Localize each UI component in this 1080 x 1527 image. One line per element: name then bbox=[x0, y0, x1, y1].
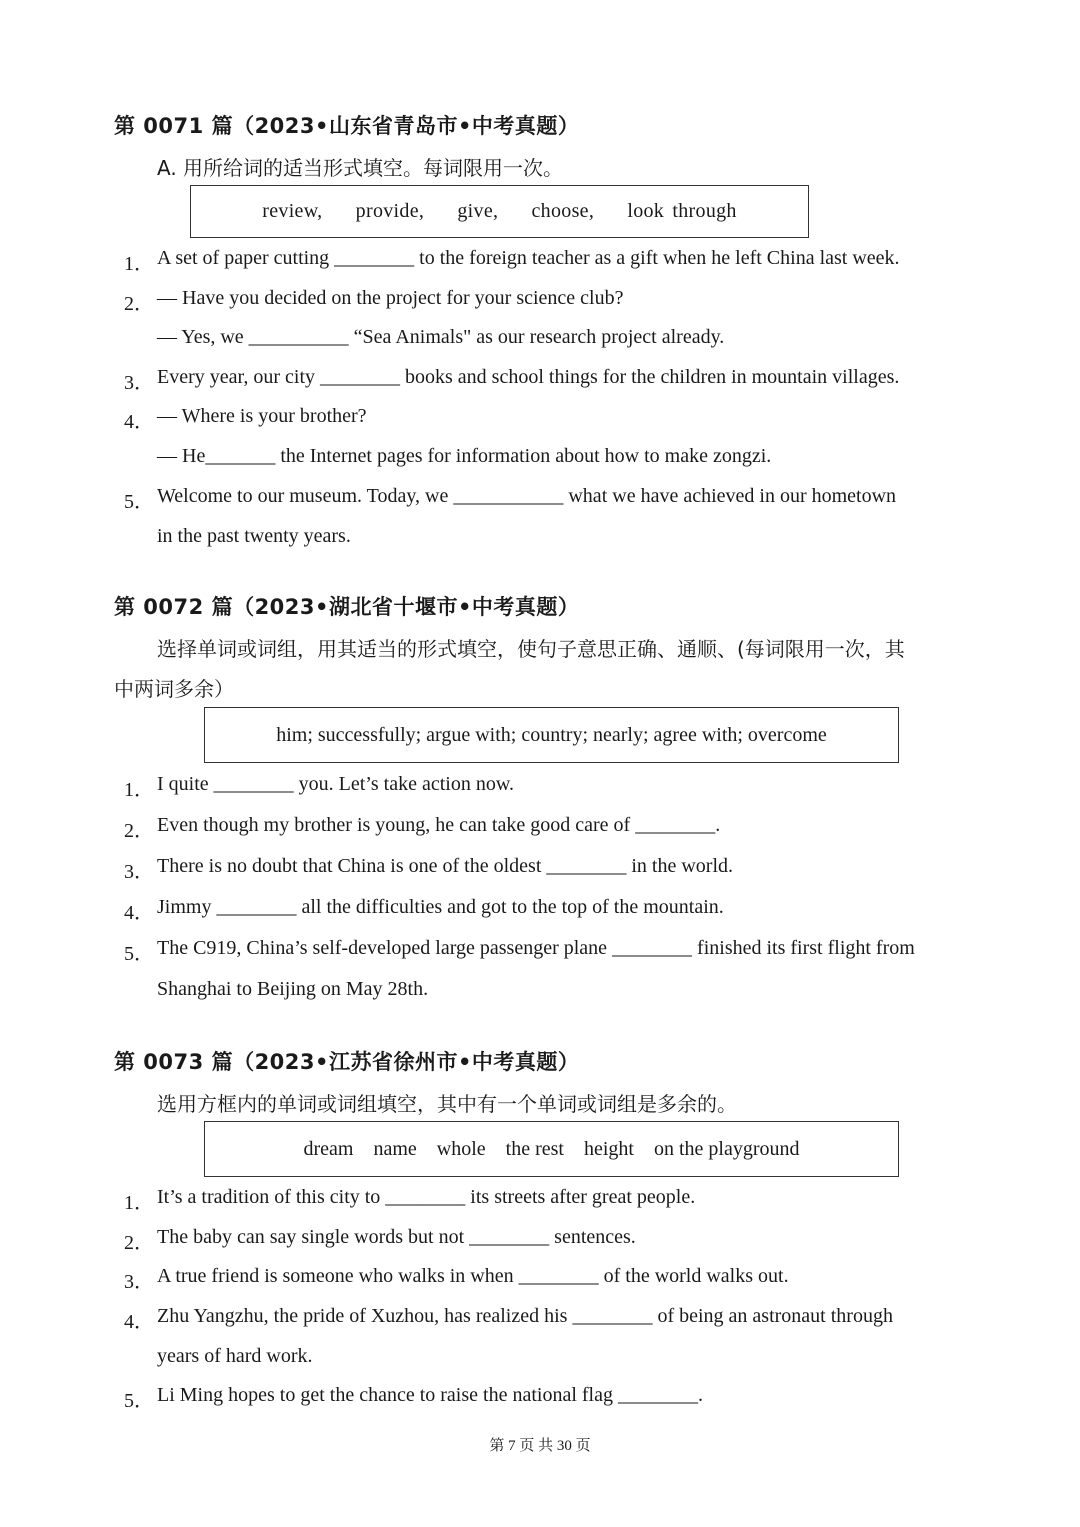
section-heading-0071: 第 0071 篇（2023•山东省青岛市•中考真题） bbox=[114, 114, 580, 138]
item-number: 1． bbox=[124, 779, 154, 801]
item-number: 3． bbox=[124, 861, 154, 883]
item-line: years of hard work. bbox=[157, 1345, 313, 1367]
item-number: 5． bbox=[124, 943, 154, 965]
item-number: 2． bbox=[124, 1232, 154, 1254]
page-footer: 第 7 页 共 30 页 bbox=[489, 1438, 591, 1454]
item-number: 1． bbox=[124, 253, 154, 275]
item-number: 4． bbox=[124, 411, 154, 433]
item-number: 3． bbox=[124, 372, 154, 394]
item-number: 2． bbox=[124, 820, 154, 842]
section-instruction: A. 用所给词的适当形式填空。每词限用一次。 bbox=[157, 156, 564, 180]
item-line: Even though my brother is young, he can take good care of ________. bbox=[157, 814, 721, 836]
item-line: The C919, China’s self-developed large passenger plane ________ finished its first flight from bbox=[157, 937, 915, 959]
item-line: The baby can say single words but not ________ sentences. bbox=[157, 1226, 636, 1248]
item-line: Shanghai to Beijing on May 28th. bbox=[157, 978, 429, 1000]
item-number: 2． bbox=[124, 293, 154, 315]
item-number: 5． bbox=[124, 491, 154, 513]
item-line: Zhu Yangzhu, the pride of Xuzhou, has realized his ________ of being an astronaut through bbox=[157, 1305, 893, 1327]
item-line: — Have you decided on the project for your science club? bbox=[157, 287, 624, 309]
item-line: There is no doubt that China is one of the oldest ________ in the world. bbox=[157, 855, 734, 877]
word-box bbox=[190, 185, 809, 238]
item-line: in the past twenty years. bbox=[157, 525, 351, 547]
item-line: A set of paper cutting ________ to the foreign teacher as a gift when he left China last week. bbox=[157, 247, 900, 269]
item-number: 5． bbox=[124, 1390, 154, 1412]
section-heading-0072: 第 0072 篇（2023•湖北省十堰市•中考真题） bbox=[114, 595, 580, 619]
item-line: A true friend is someone who walks in when ________ of the world walks out. bbox=[157, 1265, 789, 1287]
item-line: It’s a tradition of this city to ________ its streets after great people. bbox=[157, 1186, 696, 1208]
item-number: 1． bbox=[124, 1192, 154, 1214]
item-line: Welcome to our museum. Today, we ___________ what we have achieved in our hometown bbox=[157, 485, 897, 507]
word-box-text: him; successfully; argue with; country; nearly; agree with; overcome bbox=[276, 723, 827, 746]
word-box-text: dream name whole the rest height on the playground bbox=[303, 1137, 800, 1160]
item-line: I quite ________ you. Let’s take action now. bbox=[157, 773, 514, 795]
item-line: — Where is your brother? bbox=[157, 405, 367, 427]
item-line: — He_______ the Internet pages for information about how to make zongzi. bbox=[157, 445, 772, 467]
item-line: — Yes, we __________ “Sea Animals" as our research project already. bbox=[157, 326, 725, 348]
item-line: Jimmy ________ all the difficulties and got to the top of the mountain. bbox=[157, 896, 724, 918]
item-line: Li Ming hopes to get the chance to raise the national flag ________. bbox=[157, 1384, 703, 1406]
section-instruction: 选择单词或词组，用其适当的形式填空，使句子意思正确、通顺、(每词限用一次，其 bbox=[157, 637, 905, 661]
item-number: 3． bbox=[124, 1271, 154, 1293]
section-instruction: 选用方框内的单词或词组填空，其中有一个单词或词组是多余的。 bbox=[157, 1092, 737, 1116]
word-box-text: review, provide, give, choose, look through bbox=[262, 200, 737, 222]
item-number: 4． bbox=[124, 902, 154, 924]
item-number: 4． bbox=[124, 1311, 154, 1333]
word-box bbox=[204, 707, 899, 763]
item-line: Every year, our city ________ books and school things for the children in mountain villages. bbox=[157, 366, 900, 388]
word-box bbox=[204, 1121, 899, 1177]
section-heading-0073: 第 0073 篇（2023•江苏省徐州市•中考真题） bbox=[114, 1050, 580, 1074]
section-instruction-cont: 中两词多余） bbox=[114, 677, 234, 701]
